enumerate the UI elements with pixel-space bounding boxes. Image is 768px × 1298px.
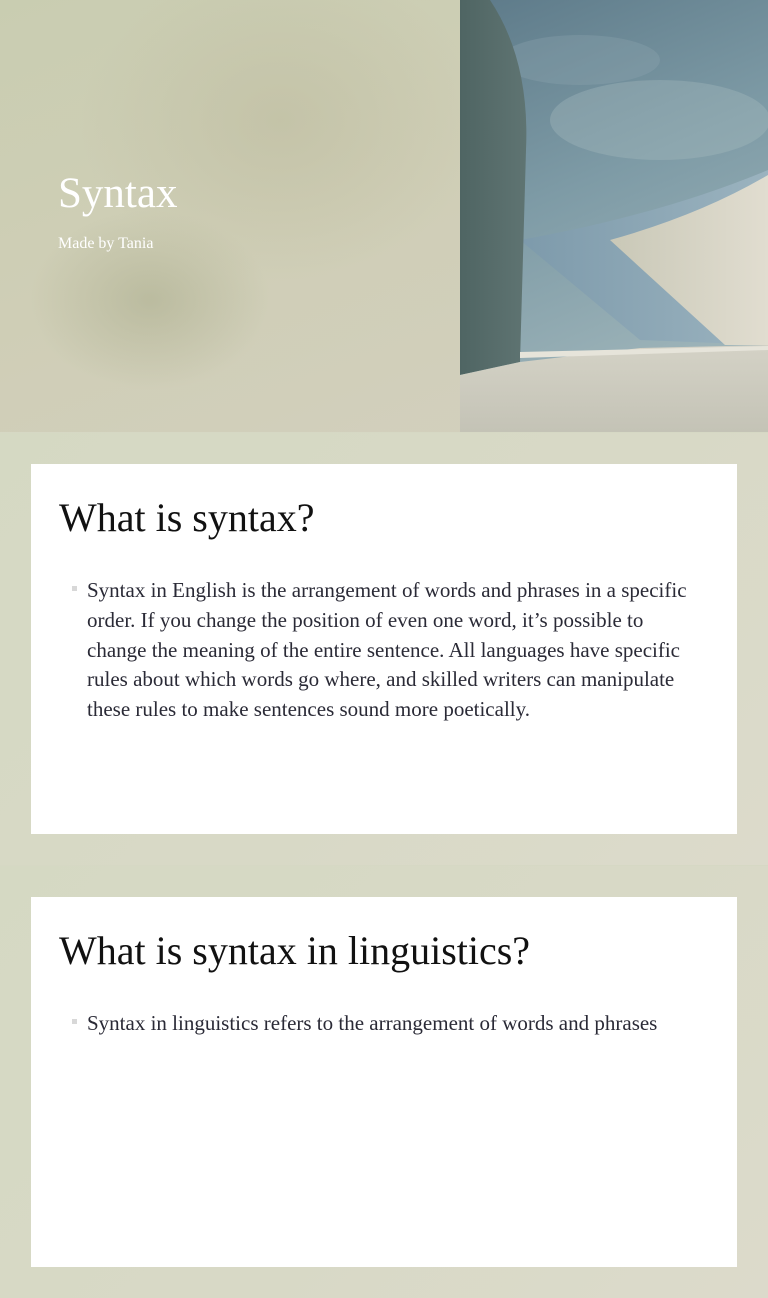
title-slide [0,0,768,432]
slide-title: Syntax [58,170,178,217]
bullet-text: Syntax in linguistics refers to the arrangement of words and phrases [87,1011,658,1035]
bullet-item [72,576,702,725]
bullet-square-icon [72,586,77,591]
architecture-image [460,0,768,432]
bullet-text: Syntax in English is the arrangement of words and phrases in a specific order. If you change the position of even one word, it’s possible to change the meaning of the entire sentence. All languages have specific rules about which words go where, and skilled writers can manipulate these rules to make sentences sound more poetically. [87,578,687,722]
content-slide-syntax-in-linguistics [0,866,768,1298]
content-card [31,897,737,1267]
content-slide-what-is-syntax [0,433,768,865]
slide-subtitle: Made by Tania [58,235,154,252]
slide-heading: What is syntax? [59,495,315,540]
content-card [31,464,737,834]
slide-heading: What is syntax in linguistics? [59,928,531,973]
bullet-square-icon [72,1019,77,1024]
